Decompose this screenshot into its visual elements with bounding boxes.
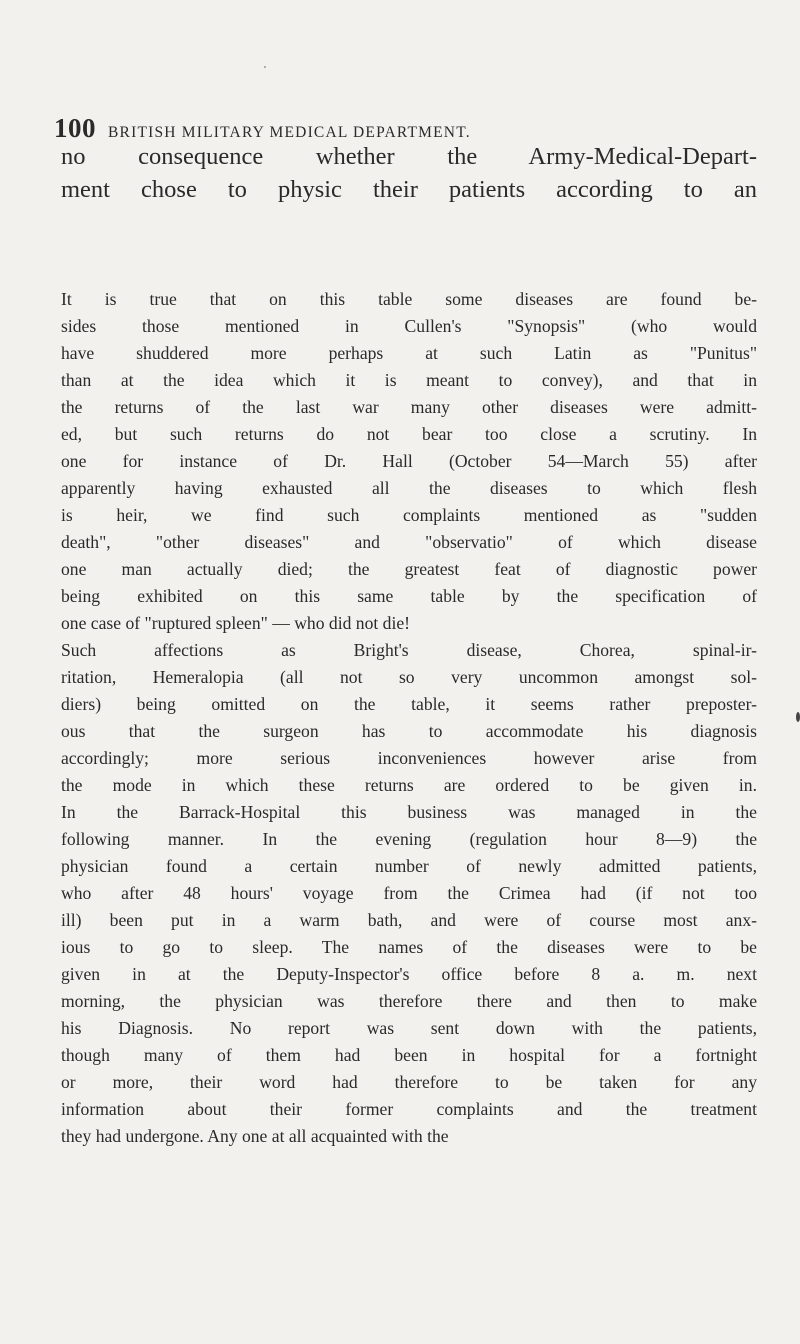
body-line: ill) been put in a warm bath, and were of course most anx- [61, 910, 757, 930]
body-line: one case of "ruptured spleen" — who did not die! [61, 613, 411, 633]
body-line: It is true that on this table some diseases are found be- [61, 289, 757, 309]
body-line: who after 48 hours' voyage from the Crimea had (if not too [61, 883, 757, 903]
body-line: diers) being omitted on the table, it seems rather preposter- [61, 694, 757, 714]
running-head-title: BRITISH MILITARY MEDICAL DEPARTMENT. [108, 124, 471, 141]
body-line: the returns of the last war many other diseases were admitt- [61, 397, 757, 417]
body-line: than at the idea which it is meant to convey), and that in [61, 370, 757, 390]
body-line: accordingly; more serious inconveniences however arise from [61, 748, 757, 768]
body-line: they had undergone. Any one at all acquainted with the [61, 1126, 449, 1146]
body-line: following manner. In the evening (regulation hour 8—9) the [61, 829, 757, 849]
body-line: ed, but such returns do not bear too close a scrutiny. In [61, 424, 757, 444]
body-line: apparently having exhausted all the diseases to which flesh [61, 478, 757, 498]
body-line: though many of them had been in hospital for a fortnight [61, 1045, 757, 1065]
body-line: Such affections as Bright's disease, Chorea, spinal-ir- [61, 640, 757, 660]
body-line: his Diagnosis. No report was sent down with the patients, [61, 1018, 757, 1038]
body-line: information about their former complaints and the treatment [61, 1099, 757, 1119]
body-line: ritation, Hemeralopia (all not so very uncommon amongst sol- [61, 667, 757, 687]
body-text [61, 286, 757, 1150]
body-line: sides those mentioned in Cullen's "Synopsis" (who would [61, 316, 757, 336]
body-line: ous that the surgeon has to accommodate his diagnosis [61, 721, 757, 741]
lead-line: no consequence whether the Army-Medical-Depart- [61, 143, 757, 170]
body-line: have shuddered more perhaps at such Latin as "Punitus" [61, 343, 757, 363]
lead-paragraph [61, 140, 757, 206]
body-line: given in at the Deputy-Inspector's office before 8 a. m. next [61, 964, 757, 984]
page-number: 100 [54, 113, 96, 143]
body-line: one man actually died; the greatest feat of diagnostic power [61, 559, 757, 579]
body-line: being exhibited on this same table by the specification of [61, 586, 757, 606]
scan-speck [796, 712, 800, 722]
body-line: the mode in which these returns are ordered to be given in. [61, 775, 757, 795]
body-line: or more, their word had therefore to be taken for any [61, 1072, 757, 1092]
scan-speck [264, 66, 266, 68]
body-line: In the Barrack-Hospital this business was managed in the [61, 802, 757, 822]
body-line: is heir, we find such complaints mentioned as "sudden [61, 505, 757, 525]
body-line: one for instance of Dr. Hall (October 54—March 55) after [61, 451, 757, 471]
body-line: morning, the physician was therefore there and then to make [61, 991, 757, 1011]
body-line: ious to go to sleep. The names of the diseases were to be [61, 937, 757, 957]
body-line: physician found a certain number of newly admitted patients, [61, 856, 757, 876]
lead-line: ment chose to physic their patients according to an [61, 176, 757, 203]
body-line: death", "other diseases" and "observatio" of which disease [61, 532, 757, 552]
